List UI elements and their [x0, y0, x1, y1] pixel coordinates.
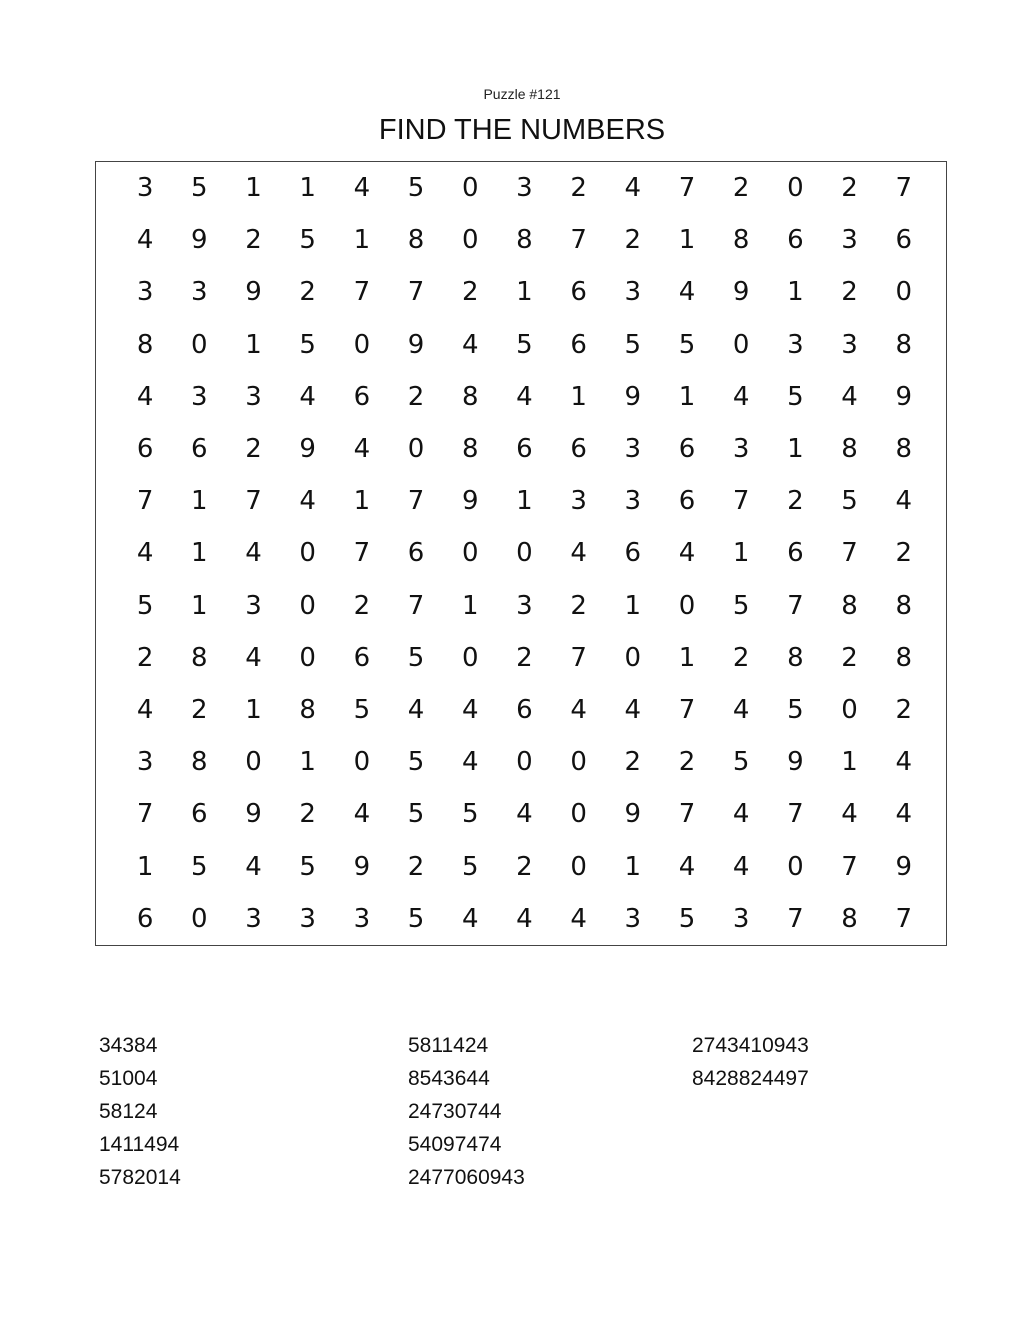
grid-cell[interactable]: 2	[732, 173, 750, 204]
grid-cell[interactable]: 4	[895, 747, 912, 778]
grid-cell[interactable]: 1	[299, 747, 316, 778]
grid-cell[interactable]: 1	[191, 590, 208, 621]
grid-cell[interactable]: 4	[136, 694, 154, 725]
word-list-item: 34384	[99, 1034, 158, 1057]
grid-cell[interactable]: 3	[624, 434, 642, 465]
grid-cell[interactable]: 2	[245, 434, 262, 465]
grid-cell[interactable]: 2	[407, 381, 425, 412]
grid-cell[interactable]: 9	[245, 277, 262, 308]
grid-cell[interactable]: 4	[353, 173, 371, 204]
grid-cell[interactable]: 9	[353, 851, 371, 882]
grid-cell[interactable]: 2	[191, 694, 208, 725]
grid-cell[interactable]: 6	[787, 225, 804, 256]
grid-cell[interactable]: 1	[678, 642, 696, 673]
grid-cell[interactable]: 3	[136, 747, 154, 778]
grid-cell[interactable]: 6	[191, 434, 208, 465]
grid-cell[interactable]: 1	[624, 590, 642, 621]
grid-cell[interactable]: 7	[841, 851, 858, 882]
grid-cell[interactable]: 8	[516, 225, 533, 256]
grid-cell[interactable]: 0	[461, 538, 479, 569]
grid-cell[interactable]: 4	[678, 538, 696, 569]
grid-cell[interactable]: 1	[136, 851, 154, 882]
word-list-column	[408, 1029, 525, 1194]
grid-cell[interactable]: 5	[678, 329, 696, 360]
grid-cell[interactable]: 0	[353, 329, 371, 360]
grid-cell[interactable]: 4	[461, 903, 479, 934]
grid-cell[interactable]: 0	[461, 173, 479, 204]
grid-cell[interactable]: 6	[570, 434, 587, 465]
grid-cell[interactable]: 0	[299, 538, 316, 569]
grid-cell[interactable]: 4	[570, 538, 587, 569]
grid-cell[interactable]: 5	[299, 329, 316, 360]
grid-cell[interactable]: 5	[407, 747, 425, 778]
grid-cell[interactable]: 0	[191, 903, 208, 934]
grid-cell[interactable]: 4	[136, 381, 154, 412]
grid-cell[interactable]: 3	[136, 173, 154, 204]
grid-cell[interactable]: 2	[516, 642, 533, 673]
grid-cell[interactable]: 3	[191, 277, 208, 308]
grid-cell[interactable]: 7	[136, 799, 154, 830]
grid-cell[interactable]: 5	[516, 329, 533, 360]
grid-cell[interactable]: 4	[461, 329, 479, 360]
grid-cell[interactable]: 4	[624, 694, 642, 725]
puzzle-grid-box	[95, 161, 947, 946]
grid-cell[interactable]: 5	[787, 694, 804, 725]
grid-cell[interactable]: 3	[136, 277, 154, 308]
grid-cell[interactable]: 7	[407, 590, 425, 621]
grid-cell[interactable]: 9	[624, 799, 642, 830]
grid-cell[interactable]: 1	[624, 851, 642, 882]
grid-cell[interactable]: 4	[461, 694, 479, 725]
grid-cell[interactable]: 4	[570, 903, 587, 934]
grid-cell[interactable]: 3	[245, 590, 262, 621]
grid-cell[interactable]: 7	[353, 538, 371, 569]
grid-cell[interactable]: 1	[461, 590, 479, 621]
grid-cell[interactable]: 4	[732, 381, 750, 412]
grid-cell[interactable]: 3	[624, 277, 642, 308]
grid-cell[interactable]: 5	[732, 590, 750, 621]
grid-cell[interactable]: 0	[353, 747, 371, 778]
word-list-item: 1411494	[99, 1133, 180, 1156]
grid-cell[interactable]: 2	[895, 538, 912, 569]
grid-cell[interactable]: 4	[353, 799, 371, 830]
grid-cell[interactable]: 5	[407, 642, 425, 673]
grid-cell[interactable]: 5	[353, 694, 371, 725]
grid-cell[interactable]: 3	[624, 903, 642, 934]
grid-cell[interactable]: 8	[895, 329, 912, 360]
grid-cell[interactable]: 8	[407, 225, 425, 256]
grid-cell[interactable]: 5	[299, 851, 316, 882]
grid-cell[interactable]: 3	[841, 225, 858, 256]
grid-cell[interactable]: 7	[678, 173, 696, 204]
grid-cell[interactable]: 6	[136, 903, 154, 934]
grid-cell[interactable]: 5	[407, 799, 425, 830]
grid-cell[interactable]: 3	[516, 173, 533, 204]
grid-cell[interactable]: 8	[841, 590, 858, 621]
word-list-item: 2477060943	[408, 1166, 525, 1189]
grid-cell[interactable]: 0	[678, 590, 696, 621]
grid-cell[interactable]: 0	[787, 851, 804, 882]
grid-cell[interactable]: 8	[895, 434, 912, 465]
grid-cell[interactable]: 1	[678, 381, 696, 412]
grid-cell[interactable]: 2	[245, 225, 262, 256]
grid-cell[interactable]: 3	[787, 329, 804, 360]
grid-cell[interactable]: 2	[678, 747, 696, 778]
grid-cell[interactable]: 6	[516, 434, 533, 465]
word-list-item: 54097474	[408, 1133, 502, 1156]
grid-cell[interactable]: 7	[678, 694, 696, 725]
grid-cell[interactable]: 4	[461, 747, 479, 778]
grid-cell[interactable]: 7	[570, 225, 587, 256]
word-list-item: 5811424	[408, 1034, 489, 1057]
grid-cell[interactable]: 1	[678, 225, 696, 256]
grid-cell[interactable]: 2	[732, 642, 750, 673]
grid-cell[interactable]: 6	[136, 434, 154, 465]
grid-cell[interactable]: 2	[461, 277, 479, 308]
grid-cell[interactable]: 0	[570, 747, 587, 778]
grid-cell[interactable]: 9	[895, 381, 912, 412]
grid-cell[interactable]: 6	[624, 538, 642, 569]
grid-cell[interactable]: 0	[461, 642, 479, 673]
grid-cell[interactable]: 0	[841, 694, 858, 725]
grid-cell[interactable]: 7	[570, 642, 587, 673]
grid-cell[interactable]: 0	[895, 277, 912, 308]
grid-cell[interactable]: 8	[191, 747, 208, 778]
word-list-column	[692, 1029, 809, 1095]
grid-cell[interactable]: 5	[678, 903, 696, 934]
grid-cell[interactable]: 1	[245, 329, 262, 360]
grid-cell[interactable]: 5	[732, 747, 750, 778]
grid-cell[interactable]: 4	[245, 538, 262, 569]
grid-cell[interactable]: 0	[570, 851, 587, 882]
grid-cell[interactable]: 9	[407, 329, 425, 360]
grid-cell[interactable]: 7	[895, 903, 912, 934]
word-list-item: 2743410943	[692, 1034, 809, 1057]
grid-cell[interactable]: 1	[353, 486, 371, 517]
grid-cell[interactable]: 0	[191, 329, 208, 360]
grid-cell[interactable]: 3	[353, 903, 371, 934]
grid-cell[interactable]: 9	[299, 434, 316, 465]
grid-cell[interactable]: 7	[407, 486, 425, 517]
grid-cell[interactable]: 6	[678, 486, 696, 517]
grid-cell[interactable]: 8	[732, 225, 750, 256]
puzzle-grid	[118, 162, 931, 945]
grid-cell[interactable]: 4	[732, 694, 750, 725]
grid-cell[interactable]: 6	[353, 642, 371, 673]
grid-cell[interactable]: 5	[841, 486, 858, 517]
grid-cell[interactable]: 9	[461, 486, 479, 517]
grid-cell[interactable]: 6	[353, 381, 371, 412]
grid-cell[interactable]: 0	[516, 538, 533, 569]
grid-cell[interactable]: 9	[787, 747, 804, 778]
grid-cell[interactable]: 7	[787, 799, 804, 830]
grid-cell[interactable]: 0	[732, 329, 750, 360]
grid-cell[interactable]: 3	[841, 329, 858, 360]
grid-cell[interactable]: 7	[245, 486, 262, 517]
grid-cell[interactable]: 8	[787, 642, 804, 673]
grid-cell[interactable]: 1	[516, 486, 533, 517]
grid-cell[interactable]: 7	[136, 486, 154, 517]
grid-cell[interactable]: 5	[299, 225, 316, 256]
grid-cell[interactable]: 6	[570, 277, 587, 308]
grid-cell[interactable]: 7	[787, 590, 804, 621]
grid-cell[interactable]: 5	[461, 799, 479, 830]
grid-cell[interactable]: 4	[353, 434, 371, 465]
grid-cell[interactable]: 9	[245, 799, 262, 830]
grid-cell[interactable]: 4	[732, 799, 750, 830]
grid-cell[interactable]: 3	[570, 486, 587, 517]
grid-cell[interactable]: 1	[245, 694, 262, 725]
grid-cell[interactable]: 4	[299, 486, 316, 517]
word-list	[99, 1029, 999, 1199]
word-list-item: 24730744	[408, 1100, 502, 1123]
grid-cell[interactable]: 4	[245, 642, 262, 673]
grid-cell[interactable]: 7	[732, 486, 750, 517]
word-list-item: 58124	[99, 1100, 158, 1123]
grid-cell[interactable]: 7	[678, 799, 696, 830]
grid-cell[interactable]: 3	[191, 381, 208, 412]
grid-cell[interactable]: 5	[407, 173, 425, 204]
grid-cell[interactable]: 2	[570, 590, 587, 621]
grid-cell[interactable]: 6	[570, 329, 587, 360]
word-list-item: 5782014	[99, 1166, 181, 1189]
grid-cell[interactable]: 8	[191, 642, 208, 673]
grid-cell[interactable]: 8	[895, 642, 912, 673]
grid-cell[interactable]: 5	[136, 590, 154, 621]
grid-cell[interactable]: 1	[191, 538, 208, 569]
grid-cell[interactable]: 4	[624, 173, 642, 204]
grid-cell[interactable]: 2	[841, 173, 858, 204]
grid-cell[interactable]: 3	[516, 590, 533, 621]
word-list-column	[99, 1029, 181, 1194]
grid-cell[interactable]: 1	[570, 381, 587, 412]
grid-cell[interactable]: 2	[353, 590, 371, 621]
grid-cell[interactable]: 4	[895, 799, 912, 830]
grid-cell[interactable]: 6	[895, 225, 912, 256]
grid-cell[interactable]: 4	[516, 381, 533, 412]
grid-cell[interactable]: 6	[787, 538, 804, 569]
grid-cell[interactable]: 6	[407, 538, 425, 569]
grid-cell[interactable]: 4	[678, 277, 696, 308]
grid-cell[interactable]: 2	[841, 277, 858, 308]
grid-cell[interactable]: 4	[841, 381, 858, 412]
grid-cell[interactable]: 7	[353, 277, 371, 308]
grid-cell[interactable]: 4	[516, 903, 533, 934]
grid-cell[interactable]: 1	[299, 173, 316, 204]
grid-cell[interactable]: 2	[299, 799, 316, 830]
word-list-item: 8428824497	[692, 1067, 809, 1090]
grid-cell[interactable]: 7	[407, 277, 425, 308]
grid-cell[interactable]: 0	[245, 747, 262, 778]
grid-cell[interactable]: 2	[136, 642, 154, 673]
grid-cell[interactable]: 4	[895, 486, 912, 517]
grid-cell[interactable]: 8	[461, 381, 479, 412]
grid-cell[interactable]: 7	[841, 538, 858, 569]
grid-cell[interactable]: 8	[841, 434, 858, 465]
grid-cell[interactable]: 8	[299, 694, 316, 725]
grid-cell[interactable]: 4	[732, 851, 750, 882]
grid-cell[interactable]: 5	[461, 851, 479, 882]
grid-cell[interactable]: 8	[136, 329, 154, 360]
grid-cell[interactable]: 2	[787, 486, 804, 517]
grid-cell[interactable]: 8	[461, 434, 479, 465]
grid-cell[interactable]: 5	[191, 851, 208, 882]
grid-cell[interactable]: 2	[299, 277, 316, 308]
grid-cell[interactable]: 3	[732, 434, 750, 465]
grid-cell[interactable]: 0	[461, 225, 479, 256]
grid-cell[interactable]: 2	[516, 851, 533, 882]
grid-cell[interactable]: 1	[353, 225, 371, 256]
page-title: FIND THE NUMBERS	[378, 114, 666, 146]
grid-cell[interactable]: 4	[516, 799, 533, 830]
grid-cell[interactable]: 3	[245, 903, 262, 934]
grid-cell[interactable]: 2	[624, 225, 642, 256]
grid-cell[interactable]: 4	[570, 694, 587, 725]
grid-cell[interactable]: 4	[245, 851, 262, 882]
grid-cell[interactable]: 0	[570, 799, 587, 830]
grid-cell[interactable]: 9	[732, 277, 750, 308]
grid-cell[interactable]: 0	[299, 590, 316, 621]
grid-cell[interactable]: 0	[624, 642, 642, 673]
grid-cell[interactable]: 6	[191, 799, 208, 830]
grid-cell[interactable]: 6	[678, 434, 696, 465]
grid-cell[interactable]: 5	[787, 381, 804, 412]
grid-cell[interactable]: 2	[624, 747, 642, 778]
grid-cell[interactable]: 9	[191, 225, 208, 256]
grid-cell[interactable]: 7	[787, 903, 804, 934]
grid-cell[interactable]: 2	[570, 173, 587, 204]
grid-cell[interactable]: 9	[624, 381, 642, 412]
grid-cell[interactable]: 4	[136, 225, 154, 256]
grid-cell[interactable]: 1	[245, 173, 262, 204]
grid-cell[interactable]: 3	[299, 903, 316, 934]
grid-cell[interactable]: 8	[895, 590, 912, 621]
grid-cell[interactable]: 9	[895, 851, 912, 882]
grid-cell[interactable]: 1	[732, 538, 750, 569]
word-list-item: 51004	[99, 1067, 158, 1090]
grid-cell[interactable]: 3	[245, 381, 262, 412]
grid-cell[interactable]: 5	[407, 903, 425, 934]
grid-cell[interactable]: 7	[895, 173, 912, 204]
grid-cell[interactable]: 0	[407, 434, 425, 465]
grid-cell[interactable]: 5	[191, 173, 208, 204]
grid-cell[interactable]: 1	[841, 747, 858, 778]
word-list-item: 8543644	[408, 1067, 490, 1090]
puzzle-number: Puzzle #121	[483, 86, 561, 102]
grid-cell[interactable]: 4	[136, 538, 154, 569]
grid-cell[interactable]: 4	[841, 799, 858, 830]
grid-cell[interactable]: 1	[191, 486, 208, 517]
grid-cell[interactable]: 1	[516, 277, 533, 308]
grid-cell[interactable]: 8	[841, 903, 858, 934]
grid-cell[interactable]: 1	[787, 434, 804, 465]
grid-cell[interactable]: 1	[787, 277, 804, 308]
grid-cell[interactable]: 2	[895, 694, 912, 725]
grid-cell[interactable]: 0	[299, 642, 316, 673]
grid-cell[interactable]: 4	[678, 851, 696, 882]
grid-cell[interactable]: 3	[732, 903, 750, 934]
grid-cell[interactable]: 4	[299, 381, 316, 412]
grid-cell[interactable]: 2	[841, 642, 858, 673]
grid-cell[interactable]: 6	[516, 694, 533, 725]
grid-cell[interactable]: 5	[624, 329, 642, 360]
grid-cell[interactable]: 3	[624, 486, 642, 517]
grid-cell[interactable]: 0	[787, 173, 804, 204]
grid-cell[interactable]: 0	[516, 747, 533, 778]
grid-cell[interactable]: 2	[407, 851, 425, 882]
grid-cell[interactable]: 4	[407, 694, 425, 725]
